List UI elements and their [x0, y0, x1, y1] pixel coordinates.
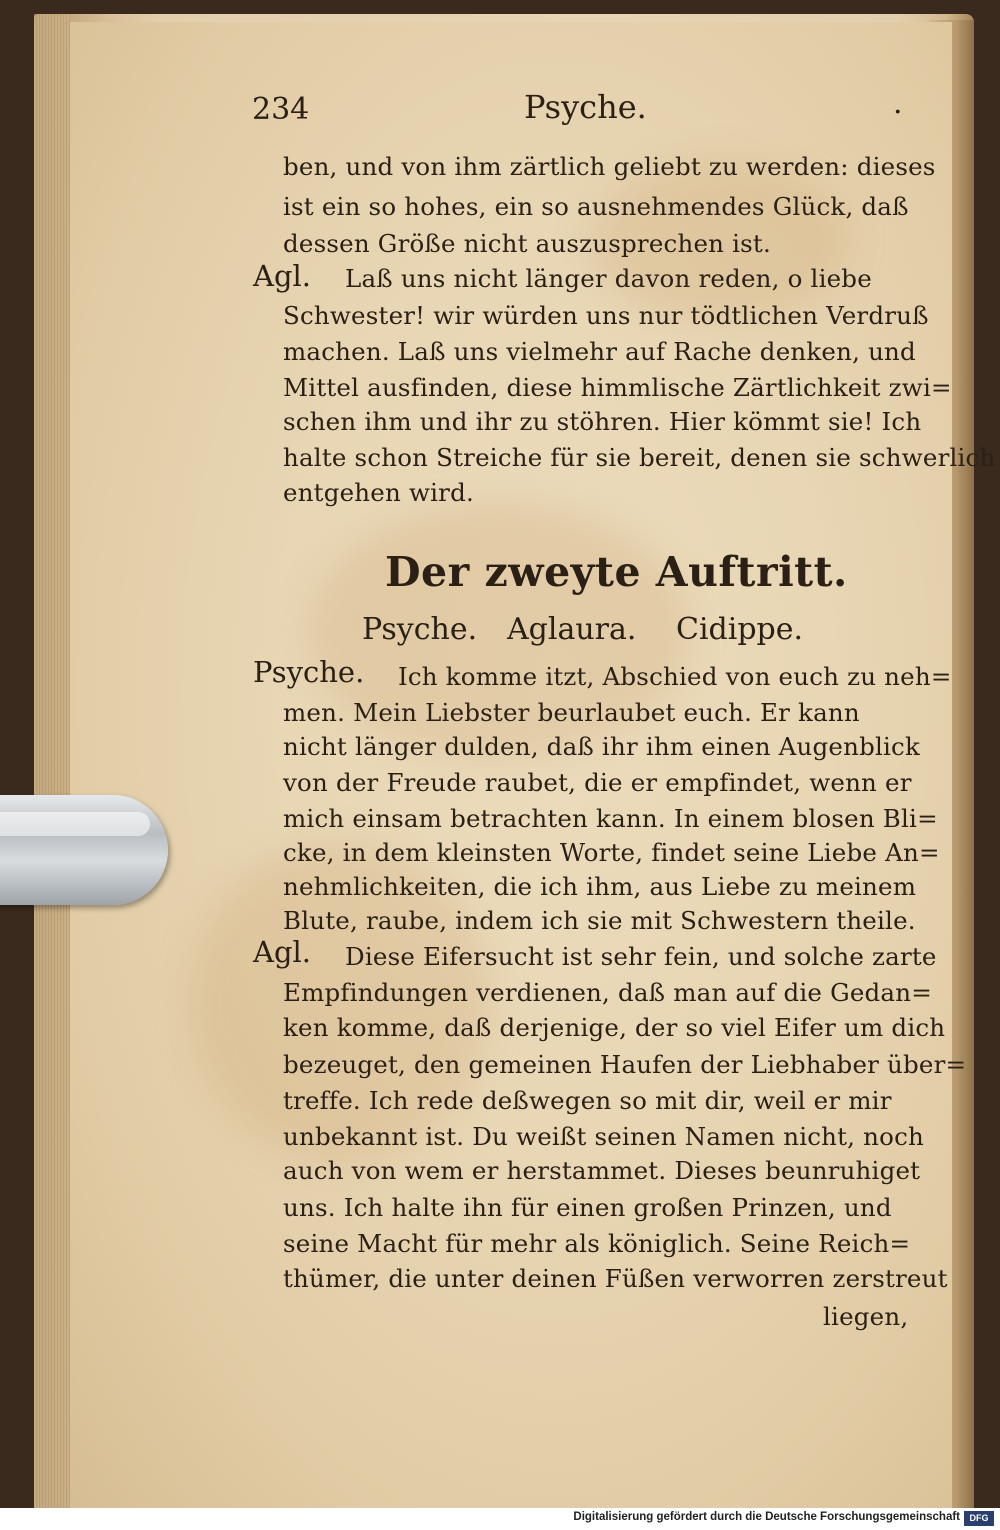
cast-name: Psyche.	[362, 612, 478, 647]
funding-credit: Digitalisierung gefördert durch die Deutsche Forschungsgemeinschaft	[573, 1511, 960, 1523]
text-line: Blute, raube, indem ich sie mit Schwestern theile.	[283, 906, 916, 935]
text-line: auch von wem er herstammet. Dieses beunruhiget	[283, 1156, 921, 1185]
text-line: Diese Eifersucht ist sehr fein, und solche zarte	[345, 942, 937, 971]
text-line: nehmlichkeiten, die ich ihm, aus Liebe zu meinem	[283, 872, 917, 901]
text-line: Mittel ausfinden, diese himmlische Zärtlichkeit zwi=	[283, 373, 952, 402]
text-line: Laß uns nicht länger davon reden, o liebe	[345, 264, 872, 293]
text-line: Empfindungen verdienen, daß man auf die Gedan=	[283, 978, 932, 1007]
page-edges	[34, 14, 70, 1508]
text-line: halte schon Streiche für sie bereit, denen sie schwerlich	[283, 443, 996, 472]
text-line: von der Freude raubet, die er empfindet, wenn er	[283, 768, 912, 797]
text-line: bezeuget, den gemeinen Haufen der Liebhaber über=	[283, 1050, 967, 1079]
cast-name: Cidippe.	[676, 612, 804, 647]
page-number: 234	[252, 92, 310, 127]
dfg-logo: DFG	[964, 1511, 994, 1526]
cast-name: Aglaura.	[507, 612, 637, 647]
text-line: mich einsam betrachten kann. In einem blosen Bli=	[283, 804, 938, 833]
text-line: machen. Laß uns vielmehr auf Rache denken, und	[283, 337, 916, 366]
text-line: Ich komme itzt, Abschied von euch zu neh=	[398, 662, 952, 691]
speaker-label: Agl.	[253, 935, 311, 969]
text-line: Schwester! wir würden uns nur tödtlichen Verdruß	[283, 301, 929, 330]
text-line: treffe. Ich rede deßwegen so mit dir, weil er mir	[283, 1086, 892, 1115]
scene-heading: Der zweyte Auftritt.	[385, 548, 848, 596]
text-line: dessen Größe nicht auszusprechen ist.	[283, 229, 771, 258]
running-title: Psyche.	[524, 88, 647, 126]
text-line: thümer, die unter deinen Füßen verworren zerstreut	[283, 1264, 948, 1293]
speaker-label: Agl.	[253, 259, 311, 293]
text-line: ken komme, daß derjenige, der so viel Eifer um dich	[283, 1013, 946, 1042]
text-line: men. Mein Liebster beurlaubet euch. Er kann	[283, 698, 860, 727]
corner-mark: .	[893, 86, 903, 121]
text-line: nicht länger dulden, daß ihr ihm einen Augenblick	[283, 732, 921, 761]
speaker-label: Psyche.	[253, 655, 365, 689]
text-line: unbekannt ist. Du weißt seinen Namen nicht, noch	[283, 1122, 924, 1151]
footer-bar	[0, 1508, 1000, 1530]
text-line: seine Macht für mehr als königlich. Seine Reich=	[283, 1229, 911, 1258]
text-line: ist ein so hohes, ein so ausnehmendes Glück, daß	[283, 192, 909, 221]
text-line: ben, und von ihm zärtlich geliebt zu werden: dieses	[283, 152, 936, 181]
text-line: entgehen wird.	[283, 478, 474, 507]
catchword: liegen,	[823, 1302, 909, 1331]
text-line: uns. Ich halte ihn für einen großen Prinzen, und	[283, 1193, 892, 1222]
text-line: cke, in dem kleinsten Worte, findet seine Liebe An=	[283, 838, 940, 867]
text-line: schen ihm und ihr zu stöhren. Hier kömmt sie! Ich	[283, 407, 922, 436]
page-clip-highlight	[0, 812, 150, 836]
